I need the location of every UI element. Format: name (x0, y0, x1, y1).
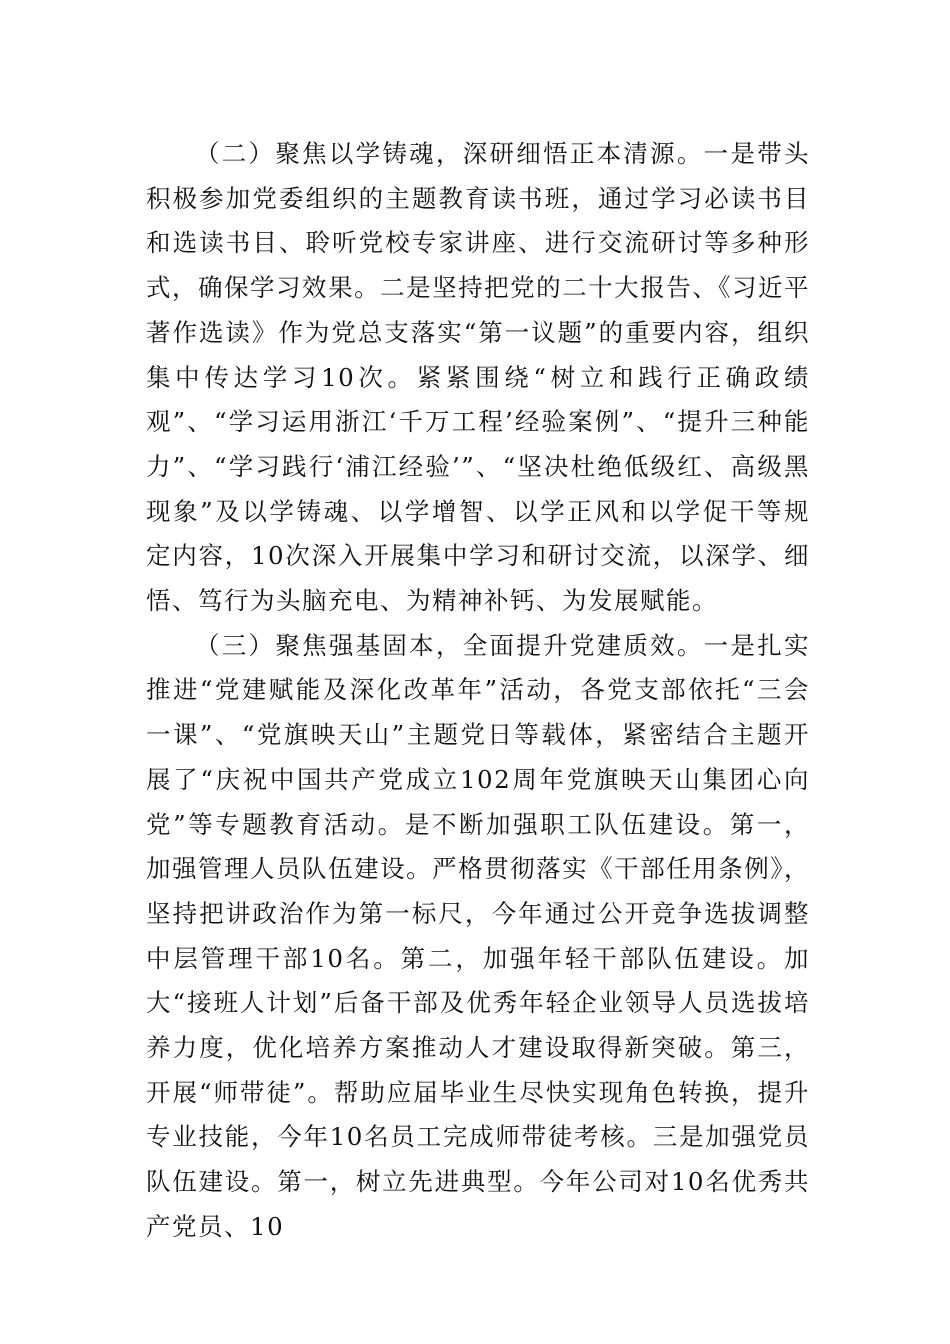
paragraph-three: （三）聚焦强基固本，全面提升党建质效。一是扎实推进“党建赋能及深化改革年”活动，各党支部依托“三会一课”、“党旗映天山”主题党日等载体，紧密结合主题开展了“庆祝中国共产党成立102周年党旗映天山集团心向党”等专题教育活动。是不断加强职工队伍建设。第一，加强管理人员队伍建设。严格贯彻落实《干部任用条例》，坚持把讲政治作为第一标尺，今年通过公开竞争选拔调整中层管理干部10名。第二，加强年轻干部队伍建设。加大“接班人计划”后备干部及优秀年轻企业领导人员选拔培养力度，优化培养方案推动人才建设取得新突破。第三，开展“师带徒”。帮助应届毕业生尽快实现角色转换，提升专业技能，今年10名员工完成师带徒考核。三是加强党员队伍建设。第一，树立先进典型。今年公司对10名优秀共产党员、10 (146, 630, 810, 1241)
paragraph-two: （二）聚焦以学铸魂，深研细悟正本清源。一是带头积极参加党委组织的主题教育读书班，通过学习必读书目和选读书目、聆听党校专家讲座、进行交流研讨等多种形式，确保学习效果。二是坚持把党的二十大报告、《习近平著作选读》作为党总支落实“第一议题”的重要内容，组织集中传达学习10次。紧紧围绕“树立和践行正确政绩观”、“学习运用浙江‘千万工程’经验案例”、“提升三种能力”、“学习践行‘浦江经验’”、“坚决杜绝低级红、高级黑现象”及以学铸魂、以学增智、以学正风和以学促干等规定内容，10次深入开展集中学习和研讨交流，以深学、细悟、笃行为头脑充电、为精神补钙、为发展赋能。 (146, 139, 810, 616)
document-body (146, 132, 810, 1250)
